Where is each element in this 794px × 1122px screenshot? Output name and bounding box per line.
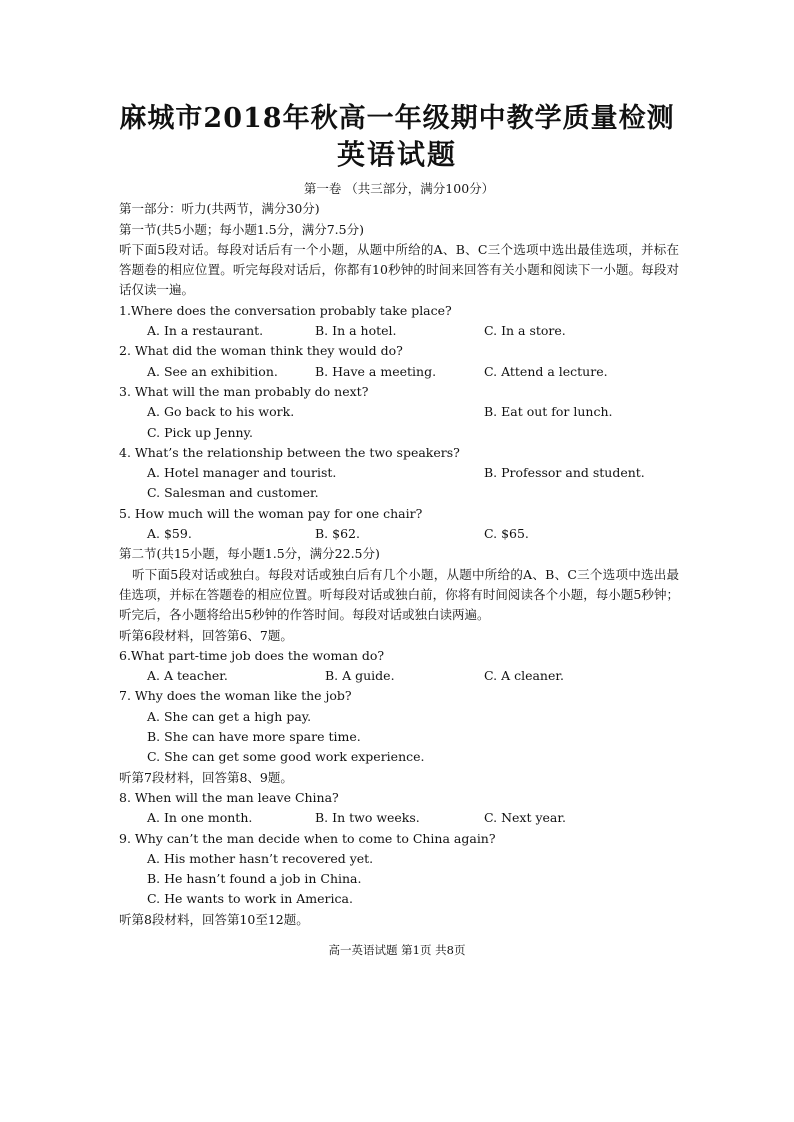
question-5 <box>119 504 679 545</box>
question-stem: 1.Where does the conversation probably take place? <box>119 302 452 318</box>
options-row <box>119 362 679 382</box>
option-c: C. Attend a lecture. <box>484 363 608 379</box>
option-c: C. She can get some good work experience. <box>147 749 425 765</box>
part1-heading: 第一部分：听力(共两节，满分30分) <box>119 201 320 217</box>
option-b: B. $62. <box>315 526 360 542</box>
option-b: B. A guide. <box>325 668 395 684</box>
option-c: C. A cleaner. <box>484 668 564 684</box>
option-c: C. Next year. <box>484 810 566 826</box>
option-b: B. Eat out for lunch. <box>484 404 613 420</box>
option-a: A. See an exhibition. <box>147 363 278 379</box>
option-c: C. $65. <box>484 526 529 542</box>
question-stem: 9. Why can’t the man decide when to come to China again? <box>119 830 496 846</box>
option-b: B. Professor and student. <box>484 465 645 481</box>
question-2 <box>119 341 679 382</box>
material-8-note: 听第8段材料，回答第10至12题。 <box>119 911 309 927</box>
option-c: C. In a store. <box>484 323 566 339</box>
option-a: A. Hotel manager and tourist. <box>147 465 337 481</box>
question-stem: 3. What will the man probably do next? <box>119 383 369 399</box>
section1-instructions: 听下面5段对话。每段对话后有一个小题，从题中所给的A、B、C三个选项中选出最佳选项，并标在答题卷的相应位置。听完每段对话后，你都有10秒钟的时间来回答有关小题和阅读下一小题。每段对话仅读一遍。 <box>119 241 679 298</box>
material-7-note: 听第7段材料，回答第8、9题。 <box>119 769 293 785</box>
question-6 <box>119 646 679 687</box>
question-3 <box>119 382 679 443</box>
option-a: A. His mother hasn’t recovered yet. <box>147 850 374 866</box>
option-c: C. Pick up Jenny. <box>147 424 253 440</box>
option-a: A. Go back to his work. <box>147 404 295 420</box>
question-8 <box>119 788 679 829</box>
material-6-note: 听第6段材料，回答第6、7题。 <box>119 627 293 643</box>
option-c: C. Salesman and customer. <box>147 485 319 501</box>
question-stem: 7. Why does the woman like the job? <box>119 688 352 704</box>
exam-title: 麻城市2018年秋高一年级期中教学质量检测 <box>119 103 675 134</box>
exam-content <box>119 179 679 930</box>
option-b: B. In two weeks. <box>315 810 420 826</box>
exam-subtitle: 英语试题 <box>336 138 457 171</box>
question-1 <box>119 301 679 342</box>
volume-header: 第一卷 （共三部分，满分100分） <box>303 181 495 196</box>
question-9 <box>119 829 679 910</box>
options-row <box>119 463 679 483</box>
question-stem: 6.What part-time job does the woman do? <box>119 647 385 663</box>
options-row <box>119 666 679 686</box>
options-row <box>119 808 679 828</box>
question-4 <box>119 443 679 504</box>
option-b: B. He hasn’t found a job in China. <box>147 871 362 887</box>
question-stem: 8. When will the man leave China? <box>119 789 339 805</box>
option-a: A. A teacher. <box>147 668 228 684</box>
option-c: C. He wants to work in America. <box>147 891 353 907</box>
page-footer: 高一英语试题 第1页 共8页 <box>328 943 466 957</box>
option-a: A. She can get a high pay. <box>147 708 312 724</box>
section1-heading: 第一节(共5小题；每小题1.5分，满分7.5分) <box>119 221 364 237</box>
option-b: B. In a hotel. <box>315 323 397 339</box>
section2-heading: 第二节(共15小题，每小题1.5分，满分22.5分) <box>119 546 380 562</box>
options-row <box>119 321 679 341</box>
option-a: A. $59. <box>147 526 192 542</box>
question-stem: 5. How much will the woman pay for one chair? <box>119 505 423 521</box>
question-stem: 2. What did the woman think they would do? <box>119 343 403 359</box>
option-a: A. In a restaurant. <box>147 323 264 339</box>
option-a: A. In one month. <box>147 810 253 826</box>
option-b: B. Have a meeting. <box>315 363 437 379</box>
options-row <box>119 524 679 544</box>
option-b: B. She can have more spare time. <box>147 729 361 745</box>
question-stem: 4. What’s the relationship between the two speakers? <box>119 444 460 460</box>
section2-instructions: 听下面5段对话或独白。每段对话或独白后有几个小题，从题中所给的A、B、C三个选项中选出最佳选项，并标在答题卷的相应位置。听每段对话或独白前，你将有时间阅读各个小题，每小题5秒钟；听完后，各小题将给出5秒钟的作答时间。每段对话或独白读两遍。 <box>119 566 679 623</box>
options-row <box>119 402 679 422</box>
question-7 <box>119 686 679 767</box>
